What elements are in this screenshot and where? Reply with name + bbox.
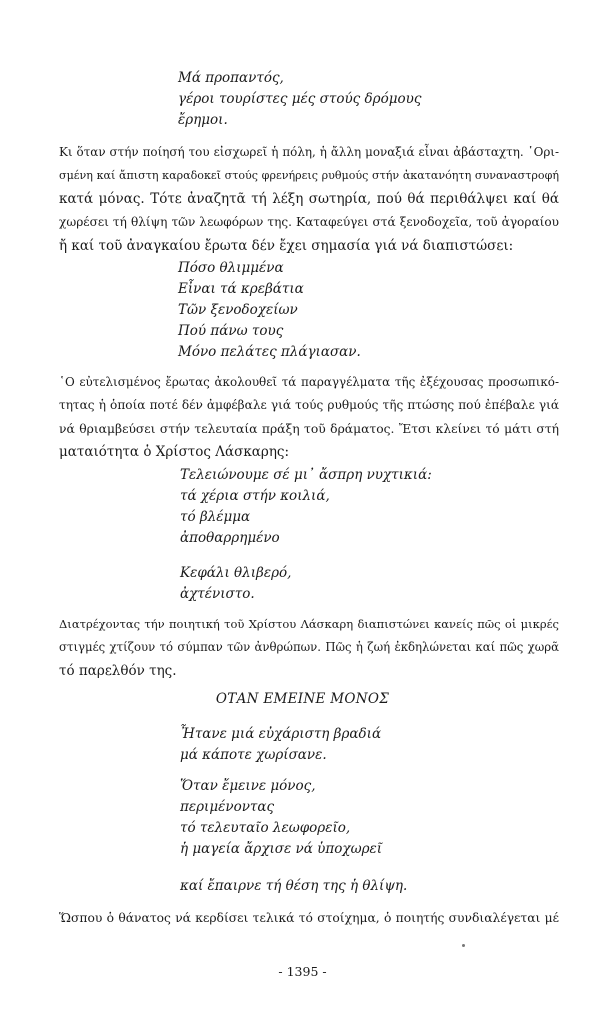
prose-line: ματαιότητα ὁ Χρίστος Λάσκαρης:: [59, 444, 290, 461]
verse-line: Ἦτανε μιά εὐχάριστη βραδιά: [180, 726, 382, 742]
verse-stanza-1: [178, 68, 421, 131]
prose-line: χωρέσει τή θλίψη τῶν λεωφόρων της. Καταφεύγει στά ξενοδοχεῖα, τοῦ ἀγοραίου: [59, 215, 559, 230]
prose-line: τό παρελθόν της.: [59, 662, 177, 679]
verse-line: τό τελευταῖο λεωφορεῖο,: [180, 820, 351, 836]
verse-stanza-3: [180, 465, 432, 549]
verse-line: Κεφάλι θλιβερό,: [180, 565, 292, 581]
verse-line: τά χέρια στήν κοιλιά,: [180, 488, 330, 504]
prose-line: κατά μόνας. Τότε ἀναζητᾶ τή λέξη σωτηρία, πού θά περιθάλψει καί θά: [59, 190, 559, 207]
prose-line: Ὥσπου ὁ θάνατος νά κερδίσει τελικά τό στοίχημα, ὁ ποιητής συνδιαλέγεται μέ: [59, 911, 559, 925]
verse-stanza-4: [180, 563, 291, 605]
page-number: - 1395 -: [278, 964, 327, 979]
verse-line: ἔρημοι.: [178, 112, 228, 128]
verse-line: τό βλέμμα: [180, 509, 251, 525]
verse-line: περιμένοντας: [180, 799, 275, 815]
verse-line: ἡ μαγεία ἄρχισε νά ὑποχωρεῖ: [180, 841, 383, 857]
prose-line: στιγμές χτίζουν τό σύμπαν τῶν ἀνθρώπων. Πῶς ἡ ζωή ἐκδηλώνεται καί πῶς χωρᾶ: [59, 640, 559, 655]
prose-paragraph-4: [59, 907, 559, 930]
verse-stanza-6: [180, 776, 382, 860]
verse-line: Ὅταν ἔμεινε μόνος,: [180, 778, 316, 794]
verse-line: Πού πάνω τους: [178, 323, 284, 339]
verse-line: Τῶν ξενοδοχείων: [178, 302, 298, 318]
prose-line: νά θριαμβεύσει στήν τελευταία πράξη τοῦ δράματος. Ἔτσι κλείνει τό μάτι στή: [59, 421, 559, 436]
verse-line: μά κάποτε χωρίσανε.: [180, 747, 327, 763]
prose-line: τητας ἡ ὁποία ποτέ δέν ἀμφέβαλε γιά τούς ρυθμούς τῆς πτώσης πού ἐπέβαλε γιά: [59, 398, 559, 413]
prose-paragraph-2: [59, 371, 559, 465]
verse-line: Τελειώνουμε σέ μι᾽ ἄσπρη νυχτικιά:: [180, 467, 432, 483]
verse-line: Πόσο θλιμμένα: [178, 260, 284, 276]
prose-line: Κι ὅταν στήν ποίησή του εἰσχωρεῖ ἡ πόλη, ἡ ἄλλη μοναξιά εἶναι ἀβάσταχτη. ῾Ορι-: [59, 145, 559, 159]
prose-paragraph-1: [59, 141, 559, 258]
verse-stanza-5: [180, 724, 381, 766]
verse-line: Μά προπαντός,: [178, 70, 284, 86]
verse-line: καί ἔπαιρνε τή θέση της ἡ θλίψη.: [180, 878, 408, 894]
prose-line: ῾Ο εὐτελισμένος ἔρωτας ἀκολουθεῖ τά παραγγέλματα τῆς ἐξέχουσας προσωπικό-: [59, 375, 559, 389]
verse-line: ἀχτένιστο.: [180, 586, 255, 602]
verse-line: ἀποθαρρημένο: [180, 530, 280, 546]
prose-line: σμένη καί ἄπιστη καραδοκεῖ στούς φρενήρεις ρυθμούς στήν ἀκατανόητη συναναστροφή: [59, 169, 559, 183]
verse-stanza-2: [178, 258, 361, 363]
prose-line: ἤ καί τοῦ ἀναγκαίου ἔρωτα δέν ἔχει σημασία γιά νά διαπιστώσει:: [59, 237, 514, 254]
verse-line: Μόνο πελάτες πλάγιασαν.: [178, 344, 361, 360]
prose-line: Διατρέχοντας τήν ποιητική τοῦ Χρίστου Λάσκαρη διαπιστώνει κανείς πῶς οἱ μικρές: [59, 617, 559, 631]
verse-stanza-7: [180, 876, 407, 897]
verse-line: Εἶναι τά κρεβάτια: [178, 281, 304, 297]
ink-speck: [462, 944, 465, 947]
poem-title: ΟΤΑΝ ΕΜΕΙΝΕ ΜΟΝΟΣ: [215, 691, 390, 707]
verse-line: γέροι τουρίστες μές στούς δρόμους: [178, 91, 422, 107]
prose-paragraph-3: [59, 613, 559, 683]
